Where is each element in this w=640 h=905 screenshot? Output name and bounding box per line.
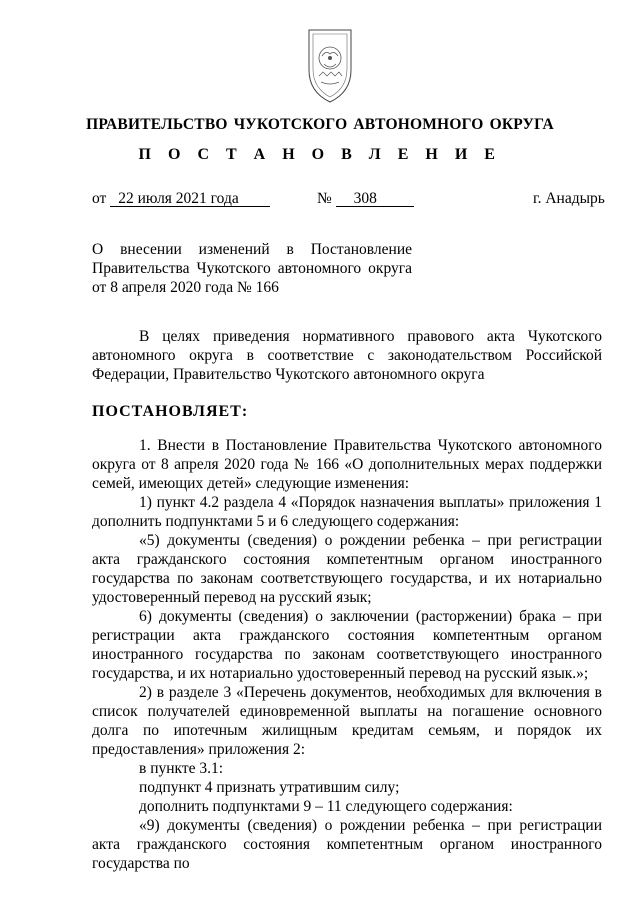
preamble-paragraph: В целях приведения нормативного правового акта Чукотского автономного округа в соответствие с законодательством Российской Федерации, Правительство Чукотского автономного округа (92, 328, 602, 383)
document-number (317, 190, 414, 208)
document-body (92, 327, 602, 873)
subject-line: О внесении изменений в Постановление (92, 241, 412, 258)
body-paragraph: дополнить подпунктами 9 – 11 следующего содержания: (139, 798, 513, 815)
organization-name: ПРАВИТЕЛЬСТВО ЧУКОТСКОГО АВТОНОМНОГО ОКРУГА (86, 116, 554, 133)
body-paragraph: 2) в разделе 3 «Перечень документов, необходимых для включения в список получателей единовременной выплаты на погашение основного долга по ипотечным жилищным кредитам семьям, и порядок их предоставления» приложения 2: (92, 684, 602, 758)
date-value: 22 июля 2021 года (110, 192, 270, 207)
body-paragraph: в пункте 3.1: (139, 760, 224, 777)
number-prefix: № (317, 190, 332, 207)
decree-heading: ПОСТАНОВЛЯЕТ: (92, 403, 249, 420)
body-paragraph: 1) пункт 4.2 раздела 4 «Порядок назначения выплаты» приложения 1 дополнить подпунктами 5 и 6 следующего содержания: (92, 494, 602, 530)
body-paragraph: 6) документы (сведения) о заключении (расторжении) брака – при регистрации акта гражданского состояния компетентным органом иностранного государства по законам соответствующего иностранного государства, и их нотариально удостоверенный перевод на русский язык.»; (92, 608, 602, 682)
number-value: 308 (336, 192, 414, 207)
body-paragraph: «9) документы (сведения) о рождении ребенка – при регистрации акта гражданского состояния компетентным органом иностранного государства по (92, 817, 602, 872)
subject-line: от 8 апреля 2020 года № 166 (92, 279, 279, 296)
document-date (92, 190, 270, 208)
document-type-title: П О С Т А Н О В Л Е Н И Е (138, 146, 502, 163)
document-subject (92, 240, 412, 297)
coat-of-arms-emblem (305, 26, 355, 104)
body-paragraph: «5) документы (сведения) о рождении ребенка – при регистрации акта гражданского состояния компетентным органом иностранного государства по законам соответствующего государства, и их нотариально удостоверенный перевод на русский язык; (92, 532, 602, 606)
body-paragraph: подпункт 4 признать утратившим силу; (139, 779, 400, 796)
subject-line: Правительства Чукотского автономного округа (92, 260, 412, 277)
document-city: г. Анадырь (533, 190, 605, 207)
body-paragraph: 1. Внести в Постановление Правительства Чукотского автономного округа от 8 апреля 2020 года № 166 «О дополнительных мерах поддержки семей, имеющих детей» следующие изменения: (92, 437, 602, 492)
date-prefix: от (92, 190, 107, 207)
